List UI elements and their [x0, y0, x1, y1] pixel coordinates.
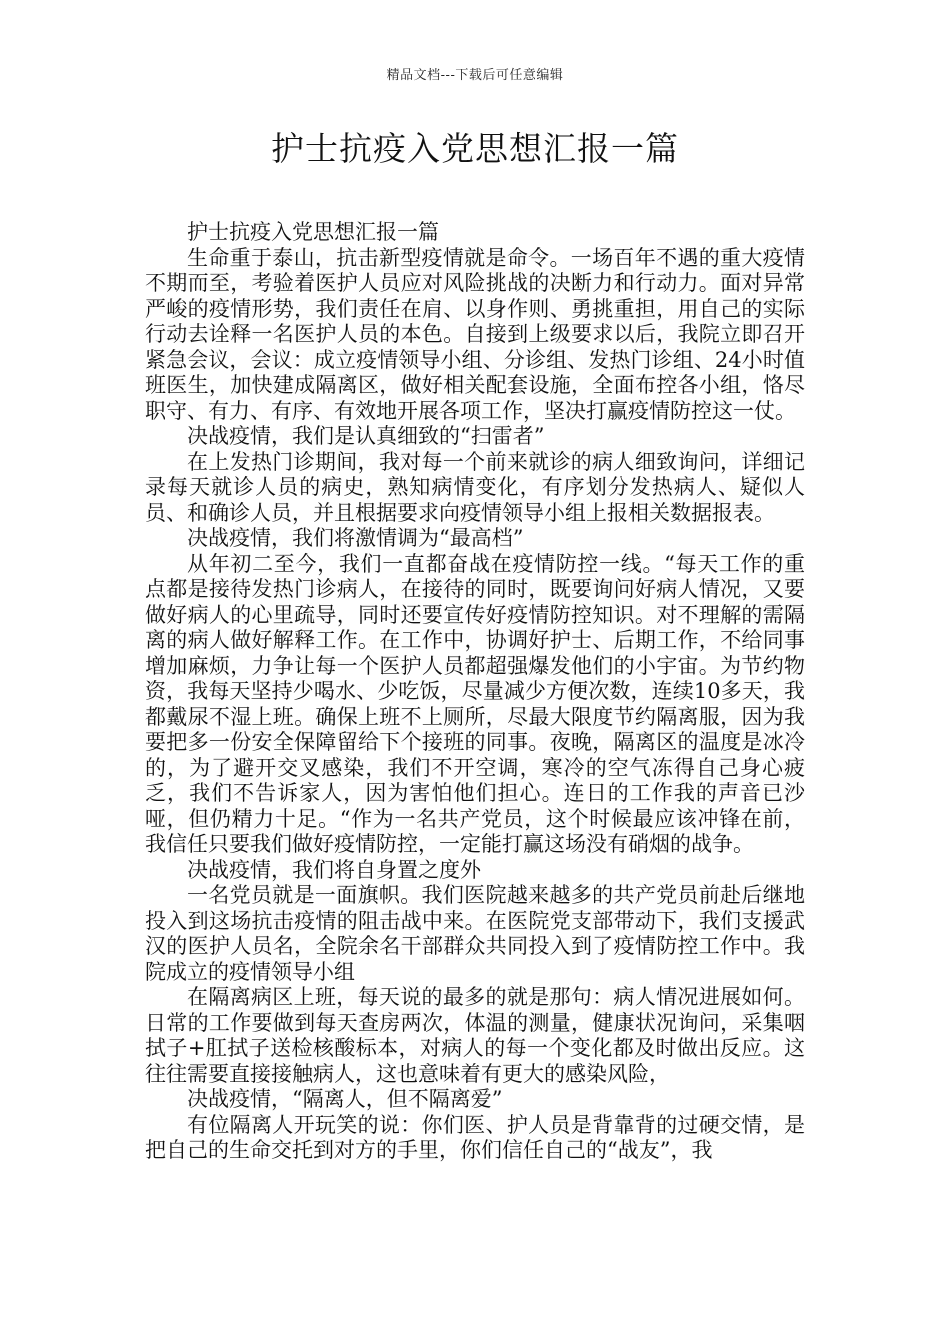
body-paragraph: 从年初二至今，我们一直都奋战在疫情防控一线。“每天工作的重点都是接待发热门诊病人，在接待的同时，既要询问好病人情况，又要做好病人的心里疏导，同时还要宣传好疫情防控知识。对不理解的需隔离的病人做好解释工作。在工作中，协调好护士、后期工作，不给同事增加麻烦，力争让每一个医护人员都超强爆发他们的小宇宙。为节约物资，我每天坚持少喝水、少吃饭，尽量减少方便次数，连续10多天，我都戴尿不湿上班。确保上班不上厕所，尽最大限度节约隔离服，因为我要把多一份安全保障留给下个接班的同事。夜晚，隔离区的温度是冰冷的，为了避开交叉感染，我们不开空调，寒冷的空气冻得自己身心疲乏，我们不告诉家人，因为害怕他们担心。连日的工作我的声音已沙哑，但仍精力十足。“作为一名共产党员，这个时候最应该冲锋在前，我信任只要我们做好疫情防控，一定能打赢这场没有硝烟的战争。 [145, 551, 805, 856]
document-title: 护士抗疫入党思想汇报一篇 [271, 129, 679, 168]
body-paragraph: 在上发热门诊期间，我对每一个前来就诊的病人细致询问，详细记录每天就诊人员的病史，熟知病情变化，有序划分发热病人、疑似人员、和确诊人员，并且根据要求向疫情领导小组上报相关数据报表。 [145, 449, 805, 525]
body-paragraph: 生命重于泰山，抗击新型疫情就是命令。一场百年不遇的重大疫情不期而至，考验着医护人员应对风险挑战的决断力和行动力。面对异常严峻的疫情形势，我们责任在肩、以身作则、勇挑重担，用自己的实际行动去诠释一名医护人员的本色。自接到上级要求以后，我院立即召开紧急会议，会议：成立疫情领导小组、分诊组、发热门诊组、24小时值班医生，加快建成隔离区，做好相关配套设施，全面布控各小组，恪尽职守、有力、有序、有效地开展各项工作，坚决打赢疫情防控这一仗。 [145, 245, 805, 423]
header-note: 精品文档---下载后可任意编辑 [386, 68, 564, 83]
body-paragraph: 一名党员就是一面旗帜。我们医院越来越多的共产党员前赴后继地投入到这场抗击疫情的阻击战中来。在医院党支部带动下，我们支援武汉的医护人员名，全院余名干部群众共同投入到了疫情防控工作中。我院成立的疫情领导小组 [145, 883, 805, 984]
section-heading: 决战疫情，我们将自身置之度外 [187, 857, 481, 882]
section-heading: 决战疫情，我们将激情调为“最高档” [187, 526, 524, 550]
subtitle-paragraph: 护士抗疫入党思想汇报一篇 [187, 220, 439, 244]
document-body [145, 220, 805, 1164]
body-paragraph: 有位隔离人开玩笑的说：你们医、护人员是背靠背的过硬交情，是把自己的生命交托到对方的手里，你们信任自己的“战友”，我 [145, 1112, 805, 1162]
section-heading: 决战疫情，“隔离人，但不隔离爱” [187, 1087, 503, 1111]
body-paragraph: 在隔离病区上班，每天说的最多的就是那句：病人情况进展如何。日常的工作要做到每天查房两次，体温的测量，健康状况询问，采集咽拭子+肛拭子送检核酸标本，对病人的每一个变化都及时做出反应。这往往需要直接接触病人，这也意味着有更大的感染风险， [145, 985, 805, 1086]
section-heading: 决战疫情，我们是认真细致的“扫雷者” [187, 424, 545, 448]
